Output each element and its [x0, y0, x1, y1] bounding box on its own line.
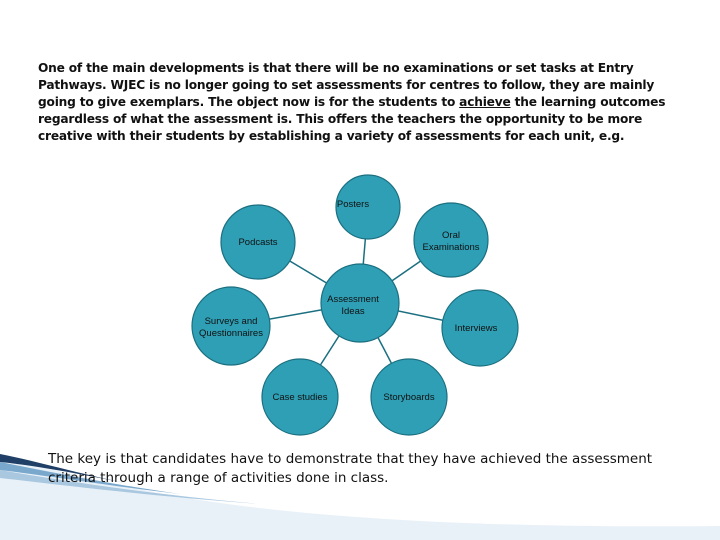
node-label-surveys-line1: Surveys and	[204, 316, 258, 327]
diagram-node-surveys	[192, 287, 270, 365]
node-label-podcasts: Podcasts	[238, 237, 278, 248]
node-label-oral-line1: Oral	[442, 230, 460, 241]
node-label-posters: Posters	[336, 199, 370, 210]
intro-text-part2: the learning outcomes regardless of what the assessment is. This offers the teachers the opportunity to be more creative with their students by establishing a variety of assessments for each unit, e.g.	[38, 95, 666, 143]
node-label-center-line2: Ideas	[341, 306, 365, 317]
node-label-oral-line2: Examinations	[422, 242, 480, 253]
diagram-node-storyboards	[371, 359, 447, 435]
diagram-node-posters	[336, 175, 400, 239]
diagram-node-case-studies	[262, 359, 338, 435]
intro-underlined-word: achieve	[459, 95, 511, 109]
node-label-center-line1: Assessment	[327, 294, 379, 305]
diagram-node-center	[321, 264, 399, 342]
footer-note: The key is that candidates have to demonstrate that they have achieved the assessment criteria through a range of activities done in class.	[48, 451, 653, 486]
node-label-interviews: Interviews	[454, 323, 498, 334]
diagram-node-oral-examinations	[414, 203, 488, 277]
node-label-case-studies: Case studies	[272, 392, 328, 403]
diagram-node-interviews	[442, 290, 518, 366]
intro-text-part1: One of the main developments is that there will be no examinations or set tasks at Entry Pathways. WJEC is no longer going to set assessments for centres to follow, they are mainly going to give exemplars. The object now is for the students to	[38, 61, 655, 109]
diagram-node-podcasts	[221, 205, 295, 279]
node-label-surveys-line2: Questionnaires	[199, 328, 263, 339]
node-label-storyboards: Storyboards	[383, 392, 435, 403]
